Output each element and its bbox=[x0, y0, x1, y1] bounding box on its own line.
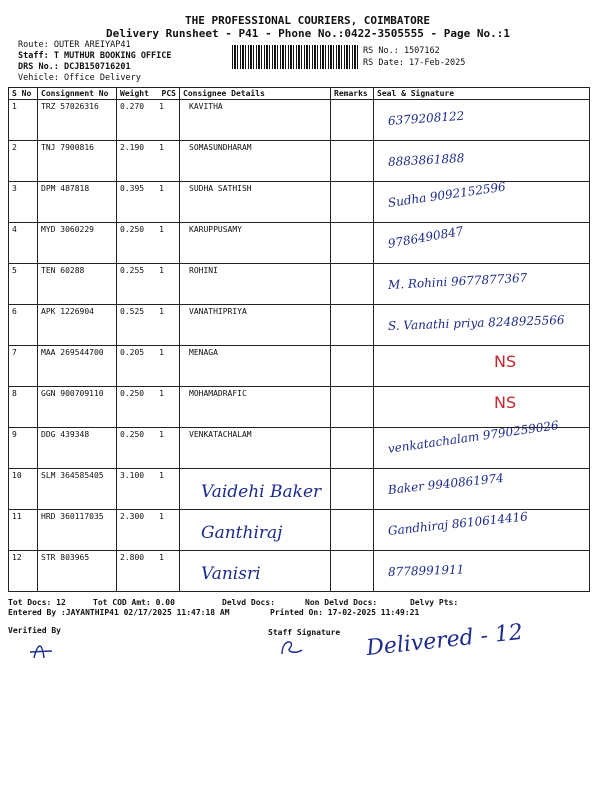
runsheet-table bbox=[8, 87, 590, 592]
table-row bbox=[9, 100, 590, 141]
signature-handwriting: 8778991911 bbox=[387, 562, 465, 579]
cell-signature bbox=[374, 141, 590, 182]
cell-remarks bbox=[331, 223, 374, 264]
cell-consignment-no: STR 803965 bbox=[38, 551, 117, 592]
cell-pcs: 1 bbox=[159, 266, 164, 275]
cell-weight-pcs bbox=[117, 141, 180, 182]
cell-weight-pcs bbox=[117, 305, 180, 346]
rs-date: RS Date: 17-Feb-2025 bbox=[363, 58, 466, 68]
cell-remarks bbox=[331, 428, 374, 469]
not-served-note: NS bbox=[494, 393, 517, 412]
table-row bbox=[9, 141, 590, 182]
cell-weight: 0.250 bbox=[120, 225, 145, 234]
cell-consignment-no: MAA 269544700 bbox=[38, 346, 117, 387]
cell-signature bbox=[374, 418, 590, 469]
cell-sno: 4 bbox=[9, 223, 38, 264]
total-docs: Tot Docs: 12 bbox=[8, 598, 66, 607]
cell-remarks bbox=[331, 264, 374, 305]
runsheet-title: Delivery Runsheet - P41 - Phone No.:0422-3505555 - Page No.:1 bbox=[106, 27, 510, 40]
cell-consignment-no: APK 1226904 bbox=[38, 305, 117, 346]
cell-remarks bbox=[331, 469, 374, 510]
consignee-name: VANATHIPRIYA bbox=[189, 307, 247, 316]
cell-remarks bbox=[331, 551, 374, 592]
table-row bbox=[9, 346, 590, 387]
signature-handwriting: Gandhiraj 8610614416 bbox=[387, 509, 529, 538]
cell-consignee bbox=[180, 346, 331, 387]
table-row bbox=[9, 264, 590, 305]
cell-pcs: 1 bbox=[159, 225, 164, 234]
cell-consignee bbox=[180, 223, 331, 264]
barcode bbox=[232, 45, 358, 69]
cell-weight-pcs bbox=[117, 387, 180, 428]
cell-signature bbox=[374, 510, 590, 551]
printed-on: Printed On: 17-02-2025 11:49:21 bbox=[270, 608, 420, 617]
cell-sno: 8 bbox=[9, 387, 38, 428]
cell-pcs: 1 bbox=[159, 389, 164, 398]
cell-sno: 2 bbox=[9, 141, 38, 182]
cell-sno: 9 bbox=[9, 428, 38, 469]
consignee-name: SUDHA SATHISH bbox=[189, 184, 252, 193]
consignee-name: KARUPPUSAMY bbox=[189, 225, 242, 234]
cell-sno: 6 bbox=[9, 305, 38, 346]
table-row bbox=[9, 469, 590, 510]
cell-consignment-no: DPM 487818 bbox=[38, 182, 117, 223]
signature-handwriting: S. Vanathi priya 8248925566 bbox=[387, 312, 565, 333]
delivered-count-note: Delivered - 12 bbox=[365, 619, 525, 662]
cell-consignment-no: TNJ 7900816 bbox=[38, 141, 117, 182]
cell-remarks bbox=[331, 182, 374, 223]
cell-pcs: 1 bbox=[159, 307, 164, 316]
cell-signature bbox=[374, 100, 590, 141]
col-signature: Seal & Signature bbox=[374, 88, 590, 100]
cell-pcs: 1 bbox=[159, 553, 164, 562]
table-row bbox=[9, 387, 590, 428]
consignee-name: KAVITHA bbox=[189, 102, 223, 111]
consignee-name: MENAGA bbox=[189, 348, 218, 357]
cell-weight: 0.250 bbox=[120, 389, 145, 398]
delivery-points: Delvy Pts: bbox=[410, 598, 459, 607]
cell-consignee bbox=[180, 387, 331, 428]
cell-weight: 0.250 bbox=[120, 430, 145, 439]
cell-pcs: 1 bbox=[159, 143, 164, 152]
consignee-name: VENKATACHALAM bbox=[189, 430, 252, 439]
cell-consignee bbox=[180, 469, 331, 510]
col-consignment: Consignment No bbox=[38, 88, 117, 100]
cell-pcs: 1 bbox=[159, 512, 164, 521]
cell-consignment-no: SLM 364585405 bbox=[38, 469, 117, 510]
cell-sno: 10 bbox=[9, 469, 38, 510]
cell-consignee bbox=[180, 428, 331, 469]
col-consignee: Consignee Details bbox=[180, 88, 331, 100]
cell-remarks bbox=[331, 305, 374, 346]
cell-pcs: 1 bbox=[159, 430, 164, 439]
col-weight: Weight bbox=[120, 89, 149, 98]
cell-weight-pcs bbox=[117, 264, 180, 305]
cell-consignee bbox=[180, 100, 331, 141]
non-delivered-docs: Non Delvd Docs: bbox=[305, 598, 378, 607]
cell-consignment-no: TRZ 57026316 bbox=[38, 100, 117, 141]
cell-remarks bbox=[331, 141, 374, 182]
cell-sno: 5 bbox=[9, 264, 38, 305]
cell-weight: 0.255 bbox=[120, 266, 145, 275]
verified-signature-scribble bbox=[28, 638, 68, 664]
col-pcs: PCS bbox=[161, 89, 176, 98]
staff-signature-scribble bbox=[276, 636, 310, 658]
cell-weight: 0.395 bbox=[120, 184, 145, 193]
table-row bbox=[9, 223, 590, 264]
cell-weight: 2.300 bbox=[120, 512, 145, 521]
cell-consignment-no: DDG 439348 bbox=[38, 428, 117, 469]
signature-handwriting: 9786490847 bbox=[386, 223, 465, 251]
cell-consignee bbox=[180, 305, 331, 346]
cell-signature bbox=[374, 179, 590, 223]
signature-handwriting: M. Rohini 9677877367 bbox=[387, 270, 528, 292]
cell-signature bbox=[374, 551, 590, 592]
rs-number: RS No.: 1507162 bbox=[363, 46, 440, 56]
cell-consignment-no: GGN 900709110 bbox=[38, 387, 117, 428]
cell-weight: 2.190 bbox=[120, 143, 145, 152]
col-sno: S No bbox=[9, 88, 38, 100]
not-served-note: NS bbox=[494, 352, 517, 371]
consignee-name: ROHINI bbox=[189, 266, 218, 275]
staff-signature-label: Staff Signature bbox=[268, 628, 341, 637]
table-row bbox=[9, 428, 590, 469]
cell-consignment-no: MYD 3060229 bbox=[38, 223, 117, 264]
staff-label: Staff: T MUTHUR BOOKING OFFICE bbox=[18, 51, 172, 61]
cell-consignment-no: HRD 360117035 bbox=[38, 510, 117, 551]
route-label: Route: OUTER AREIYAP41 bbox=[18, 40, 131, 50]
cell-weight-pcs bbox=[117, 510, 180, 551]
cell-weight: 0.525 bbox=[120, 307, 145, 316]
cell-pcs: 1 bbox=[159, 184, 164, 193]
consignee-handwritten-name: Ganthiraj bbox=[201, 523, 283, 543]
signature-handwriting: Baker 9940861974 bbox=[387, 470, 505, 497]
cell-weight-pcs bbox=[117, 182, 180, 223]
delivered-docs: Delvd Docs: bbox=[222, 598, 275, 607]
cell-consignee bbox=[180, 182, 331, 223]
consignee-handwritten-name: Vanisri bbox=[201, 564, 261, 584]
cell-remarks bbox=[331, 100, 374, 141]
cell-weight-pcs bbox=[117, 346, 180, 387]
cell-pcs: 1 bbox=[159, 348, 164, 357]
cell-sno: 3 bbox=[9, 182, 38, 223]
cell-remarks bbox=[331, 346, 374, 387]
signature-handwriting: 6379208122 bbox=[387, 108, 465, 128]
table-row bbox=[9, 510, 590, 551]
cell-weight-pcs bbox=[117, 551, 180, 592]
cell-remarks bbox=[331, 387, 374, 428]
cell-weight-pcs bbox=[117, 100, 180, 141]
cell-weight-pcs bbox=[117, 469, 180, 510]
col-weight-pcs bbox=[117, 88, 180, 100]
cell-signature bbox=[374, 346, 590, 387]
col-remarks: Remarks bbox=[331, 88, 374, 100]
consignee-handwritten-name: Vaidehi Baker bbox=[201, 482, 322, 502]
signature-handwriting: venkatachalam 9790259026 bbox=[387, 418, 560, 456]
consignee-name: MOHAMADRAFIC bbox=[189, 389, 247, 398]
cell-signature bbox=[374, 264, 590, 305]
cell-weight: 0.270 bbox=[120, 102, 145, 111]
cell-weight-pcs bbox=[117, 428, 180, 469]
cell-remarks bbox=[331, 510, 374, 551]
signature-handwriting: 8883861888 bbox=[387, 151, 465, 169]
cell-consignee bbox=[180, 551, 331, 592]
drs-label: DRS No.: DCJB150716201 bbox=[18, 62, 131, 72]
cell-consignment-no: TEN 60288 bbox=[38, 264, 117, 305]
table-row bbox=[9, 551, 590, 592]
cell-pcs: 1 bbox=[159, 471, 164, 480]
cell-signature bbox=[374, 469, 590, 510]
verified-by-label: Verified By bbox=[8, 626, 61, 635]
signature-handwriting: Sudha 9092152596 bbox=[387, 179, 507, 210]
cell-signature bbox=[374, 305, 590, 346]
cell-signature bbox=[374, 223, 590, 264]
cell-weight: 3.100 bbox=[120, 471, 145, 480]
entered-by: Entered By :JAYANTHIP41 02/17/2025 11:47:18 AM bbox=[8, 608, 230, 617]
table-header-row bbox=[9, 88, 590, 100]
consignee-name: SOMASUNDHARAM bbox=[189, 143, 252, 152]
cell-weight: 2.800 bbox=[120, 553, 145, 562]
cell-sno: 1 bbox=[9, 100, 38, 141]
cell-weight: 0.205 bbox=[120, 348, 145, 357]
cell-sno: 11 bbox=[9, 510, 38, 551]
vehicle-label: Vehicle: Office Delivery bbox=[18, 73, 141, 83]
cell-consignee bbox=[180, 141, 331, 182]
cell-sno: 12 bbox=[9, 551, 38, 592]
cell-sno: 7 bbox=[9, 346, 38, 387]
table-row bbox=[9, 182, 590, 223]
total-cod: Tot COD Amt: 0.00 bbox=[93, 598, 175, 607]
company-title: THE PROFESSIONAL COURIERS, COIMBATORE bbox=[185, 14, 431, 27]
table-row bbox=[9, 305, 590, 346]
cell-consignee bbox=[180, 264, 331, 305]
cell-pcs: 1 bbox=[159, 102, 164, 111]
cell-consignee bbox=[180, 510, 331, 551]
cell-weight-pcs bbox=[117, 223, 180, 264]
